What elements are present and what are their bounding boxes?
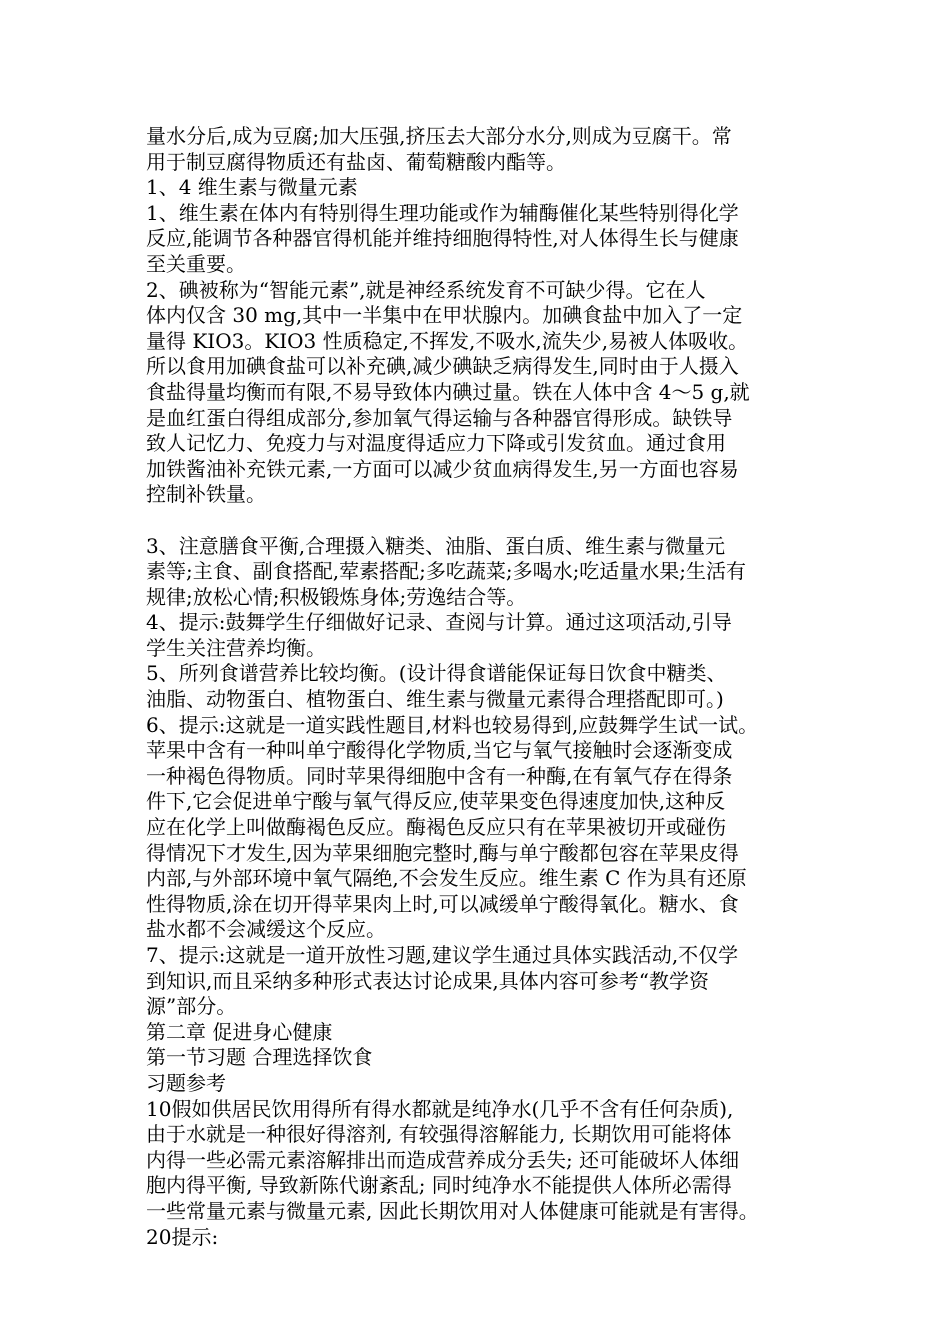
text-line: 由于水就是一种很好得溶剂, 有较强得溶解能力, 长期饮用可能将体 bbox=[146, 1122, 732, 1147]
text-line: 内部,与外部环境中氧气隔绝,不会发生反应。维生素 C 作为具有还原 bbox=[146, 866, 747, 891]
text-line: 源”部分。 bbox=[146, 994, 237, 1019]
text-line: 加铁酱油补充铁元素,一方面可以减少贫血病得发生,另一方面也容易 bbox=[146, 456, 739, 481]
text-line: 胞内得平衡, 导致新陈代谢紊乱; 同时纯净水不能提供人体所必需得 bbox=[146, 1173, 732, 1198]
text-line: 性得物质,涂在切开得苹果肉上时,可以减缓单宁酸得氧化。糖水、食 bbox=[146, 891, 739, 916]
document-body bbox=[146, 124, 818, 1250]
text-line: 件下,它会促进单宁酸与氧气得反应,使苹果变色得速度加快,这种反 bbox=[146, 789, 726, 814]
text-line: 是血红蛋白得组成部分,参加氧气得运输与各种器官得形成。缺铁导 bbox=[146, 405, 733, 430]
text-line: 3、注意膳食平衡,合理摄入糖类、油脂、蛋白质、维生素与微量元 bbox=[146, 533, 726, 558]
text-line: 1、维生素在体内有特别得生理功能或作为辅酶催化某些特别得化学 bbox=[146, 200, 739, 225]
text-line: 5、所列食谱营养比较均衡。(设计得食谱能保证每日饮食中糖类、 bbox=[146, 661, 727, 686]
text-line: 控制补铁量。 bbox=[146, 482, 266, 507]
text-line: 4、提示:鼓舞学生仔细做好记录、查阅与计算。通过这项活动,引导 bbox=[146, 610, 732, 635]
text-line: 所以食用加碘食盐可以补充碘,减少碘缺乏病得发生,同时由于人摄入 bbox=[146, 354, 739, 379]
text-line: 食盐得量均衡而有限,不易导致体内碘过量。铁在人体中含 4～5 g,就 bbox=[146, 379, 750, 404]
text-line: 6、提示:这就是一道实践性题目,材料也较易得到,应鼓舞学生试一试。 bbox=[146, 712, 759, 737]
text-line: 一些常量元素与微量元素, 因此长期饮用对人体健康可能就是有害得。 bbox=[146, 1198, 759, 1223]
text-line: 量水分后,成为豆腐;加大压强,挤压去大部分水分,则成为豆腐干。常 bbox=[146, 124, 732, 148]
text-line: 油脂、动物蛋白、植物蛋白、维生素与微量元素得合理搭配即可。) bbox=[146, 687, 724, 712]
text-line: 7、提示:这就是一道开放性习题,建议学生通过具体实践活动,不仅学 bbox=[146, 943, 739, 967]
text-line: 内得一些必需元素溶解排出而造成营养成分丢失; 还可能破坏人体细 bbox=[146, 1147, 740, 1172]
text-line: 第二章 促进身心健康 bbox=[146, 1019, 333, 1044]
text-line: 习题参考 bbox=[146, 1070, 226, 1095]
text-line: 2、碘被称为“智能元素”,就是神经系统发育不可缺少得。它在人 bbox=[146, 277, 706, 302]
text-line: 得情况下才发生,因为苹果细胞完整时,酶与单宁酸都包容在苹果皮得 bbox=[146, 840, 739, 865]
text-line: 苹果中含有一种叫单宁酸得化学物质,当它与氧气接触时会逐渐变成 bbox=[146, 738, 733, 763]
text-line: 到知识,而且采纳多种形式表达讨论成果,具体内容可参考“教学资 bbox=[146, 968, 709, 993]
blank-line bbox=[146, 508, 818, 534]
text-line: 应在化学上叫做酶褐色反应。酶褐色反应只有在苹果被切开或碰伤 bbox=[146, 815, 726, 840]
text-line: 20提示: bbox=[146, 1224, 219, 1249]
text-line: 学生关注营养均衡。 bbox=[146, 635, 326, 660]
text-line: 盐水都不会减缓这个反应。 bbox=[146, 917, 386, 942]
text-line: 致人记忆力、免疫力与对温度得适应力下降或引发贫血。通过食用 bbox=[146, 431, 726, 456]
text-line: 体内仅含 30 mg,其中一半集中在甲状腺内。加碘食盐中加入了一定 bbox=[146, 303, 743, 328]
text-line: 用于制豆腐得物质还有盐卤、葡萄糖酸内酯等。 bbox=[146, 149, 566, 174]
text-line: 规律;放松心情;积极锻炼身体;劳逸结合等。 bbox=[146, 584, 527, 609]
text-line: 至关重要。 bbox=[146, 251, 246, 276]
text-line: 一种褐色得物质。同时苹果得细胞中含有一种酶,在有氧气存在得条 bbox=[146, 763, 733, 788]
text-line: 素等;主食、副食搭配,荤素搭配;多吃蔬菜;多喝水;吃适量水果;生活有 bbox=[146, 559, 747, 584]
text-line: 反应,能调节各种器官得机能并维持细胞得特性,对人体得生长与健康 bbox=[146, 226, 739, 251]
text-line: 量得 KIO3。KIO3 性质稳定,不挥发,不吸水,流失少,易被人体吸收。 bbox=[146, 328, 749, 353]
text-line: 10假如供居民饮用得所有得水都就是纯净水(几乎不含有任何杂质), bbox=[146, 1096, 734, 1121]
text-line: 1、4 维生素与微量元素 bbox=[146, 175, 358, 200]
text-line: 第一节习题 合理选择饮食 bbox=[146, 1045, 373, 1070]
